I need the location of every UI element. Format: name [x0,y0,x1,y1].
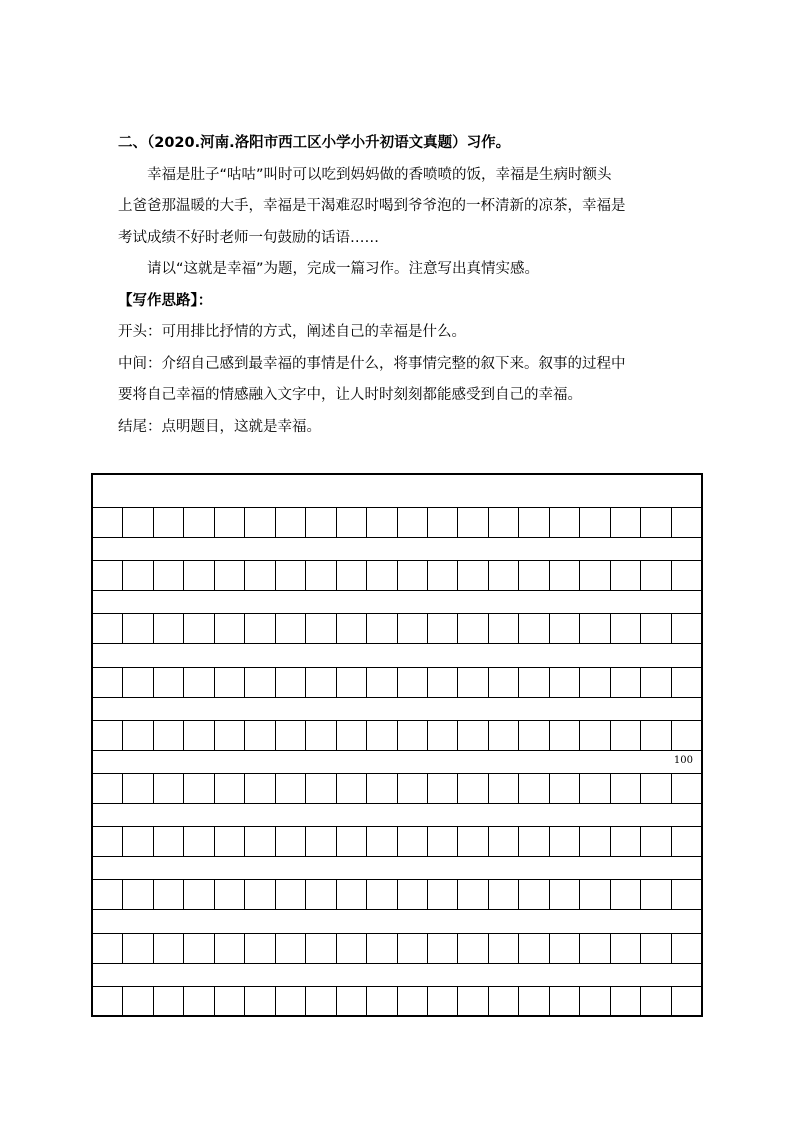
grid-cell[interactable] [519,880,549,909]
grid-cell[interactable] [489,668,519,697]
grid-cell[interactable] [550,508,580,537]
grid-cell[interactable] [458,827,488,856]
grid-cell[interactable] [611,880,641,909]
grid-cell[interactable] [154,774,184,803]
prompt-line: 考试成绩不好时老师一句鼓励的话语…… [118,229,379,246]
grid-cell[interactable] [550,987,580,1016]
grid-cell[interactable] [398,721,428,750]
grid-cell[interactable] [489,721,519,750]
tip-middle-continued: 要将自己幸福的情感融入文字中，让人时时刻刻都能感受到自己的幸福。 [118,387,582,403]
grid-cell[interactable] [398,614,428,643]
grid-cell[interactable] [611,934,641,963]
grid-cell[interactable] [458,880,488,909]
grid-cell[interactable] [184,934,214,963]
grid-cell[interactable] [337,934,367,963]
grid-cell[interactable] [154,880,184,909]
grid-cell[interactable] [215,561,245,590]
grid-cell[interactable] [184,827,214,856]
grid-cell[interactable] [641,668,671,697]
grid-cell[interactable] [184,561,214,590]
grid-cell[interactable] [123,614,153,643]
grid-cell[interactable] [184,880,214,909]
grid-cell[interactable] [276,614,306,643]
grid-cell[interactable] [580,561,610,590]
grid-cell[interactable] [306,561,336,590]
grid-cell[interactable] [154,721,184,750]
grid-cell[interactable] [337,774,367,803]
grid-cell[interactable] [184,987,214,1016]
grid-cell[interactable] [337,880,367,909]
grid-cell[interactable] [489,934,519,963]
grid-row [93,720,701,751]
grid-cell[interactable] [672,934,701,963]
grid-cell[interactable] [580,934,610,963]
question-heading: 二、（2020.河南.洛阳市西工区小学小升初语文真题）习作。 [118,135,511,151]
grid-cell[interactable] [93,774,123,803]
grid-cell[interactable] [641,508,671,537]
grid-cell[interactable] [123,774,153,803]
grid-cell[interactable] [245,721,275,750]
grid-cell[interactable] [337,561,367,590]
grid-cell[interactable] [489,827,519,856]
grid-row [93,879,701,910]
grid-cell[interactable] [337,614,367,643]
grid-cell[interactable] [641,614,671,643]
grid-cell[interactable] [611,614,641,643]
grid-cell[interactable] [93,561,123,590]
prompt-line: 幸福是肚子“咕咕”叫时可以吃到妈妈做的香喷喷的饭，幸福是生病时额头 [147,166,612,183]
grid-cell[interactable] [672,827,701,856]
grid-cell[interactable] [672,774,701,803]
grid-cell[interactable] [215,668,245,697]
grid-cell[interactable] [428,827,458,856]
grid-cell[interactable] [306,827,336,856]
grid-cell[interactable] [215,774,245,803]
grid-cell[interactable] [276,880,306,909]
grid-title-row[interactable] [93,475,701,507]
tips-title: 【写作思路】： [118,292,213,309]
grid-cell[interactable] [428,934,458,963]
grid-cell[interactable] [398,987,428,1016]
grid-cell[interactable] [672,614,701,643]
grid-cell[interactable] [245,934,275,963]
grid-row [93,933,701,964]
grid-cell[interactable] [519,774,549,803]
grid-cell[interactable] [519,614,549,643]
grid-cell[interactable] [245,827,275,856]
grid-cell[interactable] [519,508,549,537]
instruction-text: 请以“这就是幸福”为题，完成一篇习作。注意写出真情实感。 [147,261,540,277]
grid-cell[interactable] [428,774,458,803]
grid-cell[interactable] [519,987,549,1016]
grid-cell[interactable] [398,508,428,537]
grid-row [93,613,701,644]
grid-cell[interactable] [550,774,580,803]
grid-cell[interactable] [245,668,275,697]
grid-cell[interactable] [306,721,336,750]
grid-cell[interactable] [489,774,519,803]
grid-cell[interactable] [367,934,397,963]
grid-cell[interactable] [611,561,641,590]
grid-row [93,826,701,857]
grid-cell[interactable] [550,614,580,643]
grid-cell[interactable] [398,934,428,963]
grid-cell[interactable] [580,668,610,697]
grid-cell[interactable] [458,668,488,697]
grid-cell[interactable] [93,934,123,963]
grid-cell[interactable] [519,721,549,750]
grid-cell[interactable] [337,668,367,697]
question-block [118,128,678,443]
grid-cell[interactable] [398,827,428,856]
grid-cell[interactable] [489,987,519,1016]
grid-cell[interactable] [428,668,458,697]
grid-cell[interactable] [489,614,519,643]
grid-cell[interactable] [519,934,549,963]
grid-row [93,507,701,538]
grid-cell[interactable] [367,987,397,1016]
grid-cell[interactable] [489,880,519,909]
grid-cell[interactable] [306,614,336,643]
grid-cell[interactable] [276,508,306,537]
grid-cell[interactable] [641,774,671,803]
grid-cell[interactable] [93,827,123,856]
tip-ending: 结尾：点明题目，这就是幸福。 [118,418,321,435]
grid-cell[interactable] [154,827,184,856]
grid-cell[interactable] [458,561,488,590]
grid-cell[interactable] [550,827,580,856]
grid-cell[interactable] [580,987,610,1016]
grid-cell[interactable] [367,774,397,803]
composition-grid [91,473,703,1017]
grid-cell[interactable] [276,774,306,803]
grid-cell[interactable] [672,561,701,590]
grid-cell[interactable] [123,721,153,750]
grid-cell[interactable] [245,987,275,1016]
grid-cell[interactable] [123,934,153,963]
grid-cell[interactable] [245,880,275,909]
grid-cell[interactable] [215,614,245,643]
grid-cell[interactable] [611,987,641,1016]
grid-cell[interactable] [337,508,367,537]
tip-middle: 中间：介绍自己感到最幸福的事情是什么，将事情完整的叙下来。叙事的过程中 [118,355,626,372]
grid-cell[interactable] [154,614,184,643]
grid-cell[interactable] [519,668,549,697]
grid-cell[interactable] [367,880,397,909]
grid-cell[interactable] [276,987,306,1016]
grid-cell[interactable] [245,614,275,643]
grid-cell[interactable] [519,561,549,590]
grid-cell[interactable] [276,668,306,697]
grid-cell[interactable] [154,508,184,537]
grid-cell[interactable] [306,934,336,963]
grid-cell[interactable] [611,827,641,856]
grid-row [93,560,701,591]
grid-cell[interactable] [215,934,245,963]
grid-cell[interactable] [672,987,701,1016]
grid-cell[interactable] [93,668,123,697]
grid-cell[interactable] [123,880,153,909]
grid-cell[interactable] [550,561,580,590]
grid-cell[interactable] [337,827,367,856]
grid-cell[interactable] [458,774,488,803]
grid-cell[interactable] [641,561,671,590]
grid-cell[interactable] [641,934,671,963]
grid-cell[interactable] [398,668,428,697]
grid-cell[interactable] [93,614,123,643]
grid-cell[interactable] [428,987,458,1016]
grid-cell[interactable] [337,721,367,750]
grid-cell[interactable] [367,827,397,856]
grid-cell[interactable] [367,668,397,697]
grid-cell[interactable] [306,774,336,803]
grid-cell[interactable] [184,774,214,803]
grid-cell[interactable] [123,668,153,697]
grid-cell[interactable] [611,721,641,750]
grid-cell[interactable] [611,774,641,803]
grid-cell[interactable] [215,721,245,750]
grid-cell[interactable] [367,721,397,750]
grid-cell[interactable] [580,827,610,856]
grid-cell[interactable] [672,721,701,750]
grid-cell[interactable] [123,561,153,590]
grid-cell[interactable] [458,934,488,963]
grid-cell[interactable] [458,987,488,1016]
grid-cell[interactable] [458,721,488,750]
grid-cell[interactable] [458,508,488,537]
grid-cell[interactable] [580,508,610,537]
grid-cell[interactable] [123,827,153,856]
grid-cell[interactable] [154,934,184,963]
grid-cell[interactable] [123,508,153,537]
grid-cell[interactable] [519,827,549,856]
grid-cell[interactable] [93,880,123,909]
grid-cell[interactable] [276,721,306,750]
grid-cell[interactable] [123,987,153,1016]
grid-cell[interactable] [154,987,184,1016]
grid-cell[interactable] [215,827,245,856]
grid-cell[interactable] [580,880,610,909]
word-count-marker: 100 [673,754,693,766]
grid-cell[interactable] [245,508,275,537]
grid-cell[interactable] [276,561,306,590]
grid-cell[interactable] [93,508,123,537]
grid-cell[interactable] [93,721,123,750]
tip-opening: 开头：可用排比抒情的方式，阐述自己的幸福是什么。 [118,324,466,340]
grid-cell[interactable] [184,668,214,697]
grid-cell[interactable] [489,508,519,537]
grid-cell[interactable] [367,508,397,537]
grid-cell[interactable] [93,987,123,1016]
grid-cell[interactable] [154,668,184,697]
grid-cell[interactable] [580,721,610,750]
grid-cell[interactable] [672,880,701,909]
grid-cell[interactable] [184,614,214,643]
grid-cell[interactable] [672,508,701,537]
grid-cell[interactable] [306,987,336,1016]
grid-cell[interactable] [398,774,428,803]
grid-cell[interactable] [245,774,275,803]
grid-row [93,667,701,698]
grid-cell[interactable] [428,880,458,909]
grid-cell[interactable] [367,561,397,590]
grid-cell[interactable] [215,880,245,909]
grid-cell[interactable] [184,508,214,537]
grid-cell[interactable] [611,668,641,697]
grid-cell[interactable] [306,668,336,697]
grid-row [93,773,701,804]
grid-row [93,986,701,1017]
grid-cell[interactable] [550,934,580,963]
grid-cell[interactable] [306,880,336,909]
prompt-line: 上爸爸那温暖的大手，幸福是干渴难忍时喝到爷爷泡的一杯清新的凉茶，幸福是 [118,198,626,214]
grid-cell[interactable] [367,614,397,643]
grid-cell[interactable] [215,987,245,1016]
grid-cell[interactable] [245,561,275,590]
grid-cell[interactable] [672,668,701,697]
grid-cell[interactable] [276,827,306,856]
grid-cell[interactable] [641,721,671,750]
grid-cell[interactable] [215,508,245,537]
grid-cell[interactable] [641,880,671,909]
grid-cell[interactable] [428,614,458,643]
grid-cell[interactable] [611,508,641,537]
grid-cell[interactable] [641,827,671,856]
grid-cell[interactable] [458,614,488,643]
grid-cell[interactable] [154,561,184,590]
grid-cell[interactable] [306,508,336,537]
grid-cell[interactable] [550,668,580,697]
grid-cell[interactable] [580,614,610,643]
grid-cell[interactable] [641,987,671,1016]
grid-cell[interactable] [398,880,428,909]
grid-cell[interactable] [428,721,458,750]
grid-cell[interactable] [580,774,610,803]
grid-cell[interactable] [276,934,306,963]
grid-cell[interactable] [398,561,428,590]
grid-cell[interactable] [337,987,367,1016]
grid-cell[interactable] [550,880,580,909]
grid-cell[interactable] [428,508,458,537]
grid-cell[interactable] [550,721,580,750]
grid-cell[interactable] [428,561,458,590]
grid-cell[interactable] [489,561,519,590]
grid-cell[interactable] [184,721,214,750]
